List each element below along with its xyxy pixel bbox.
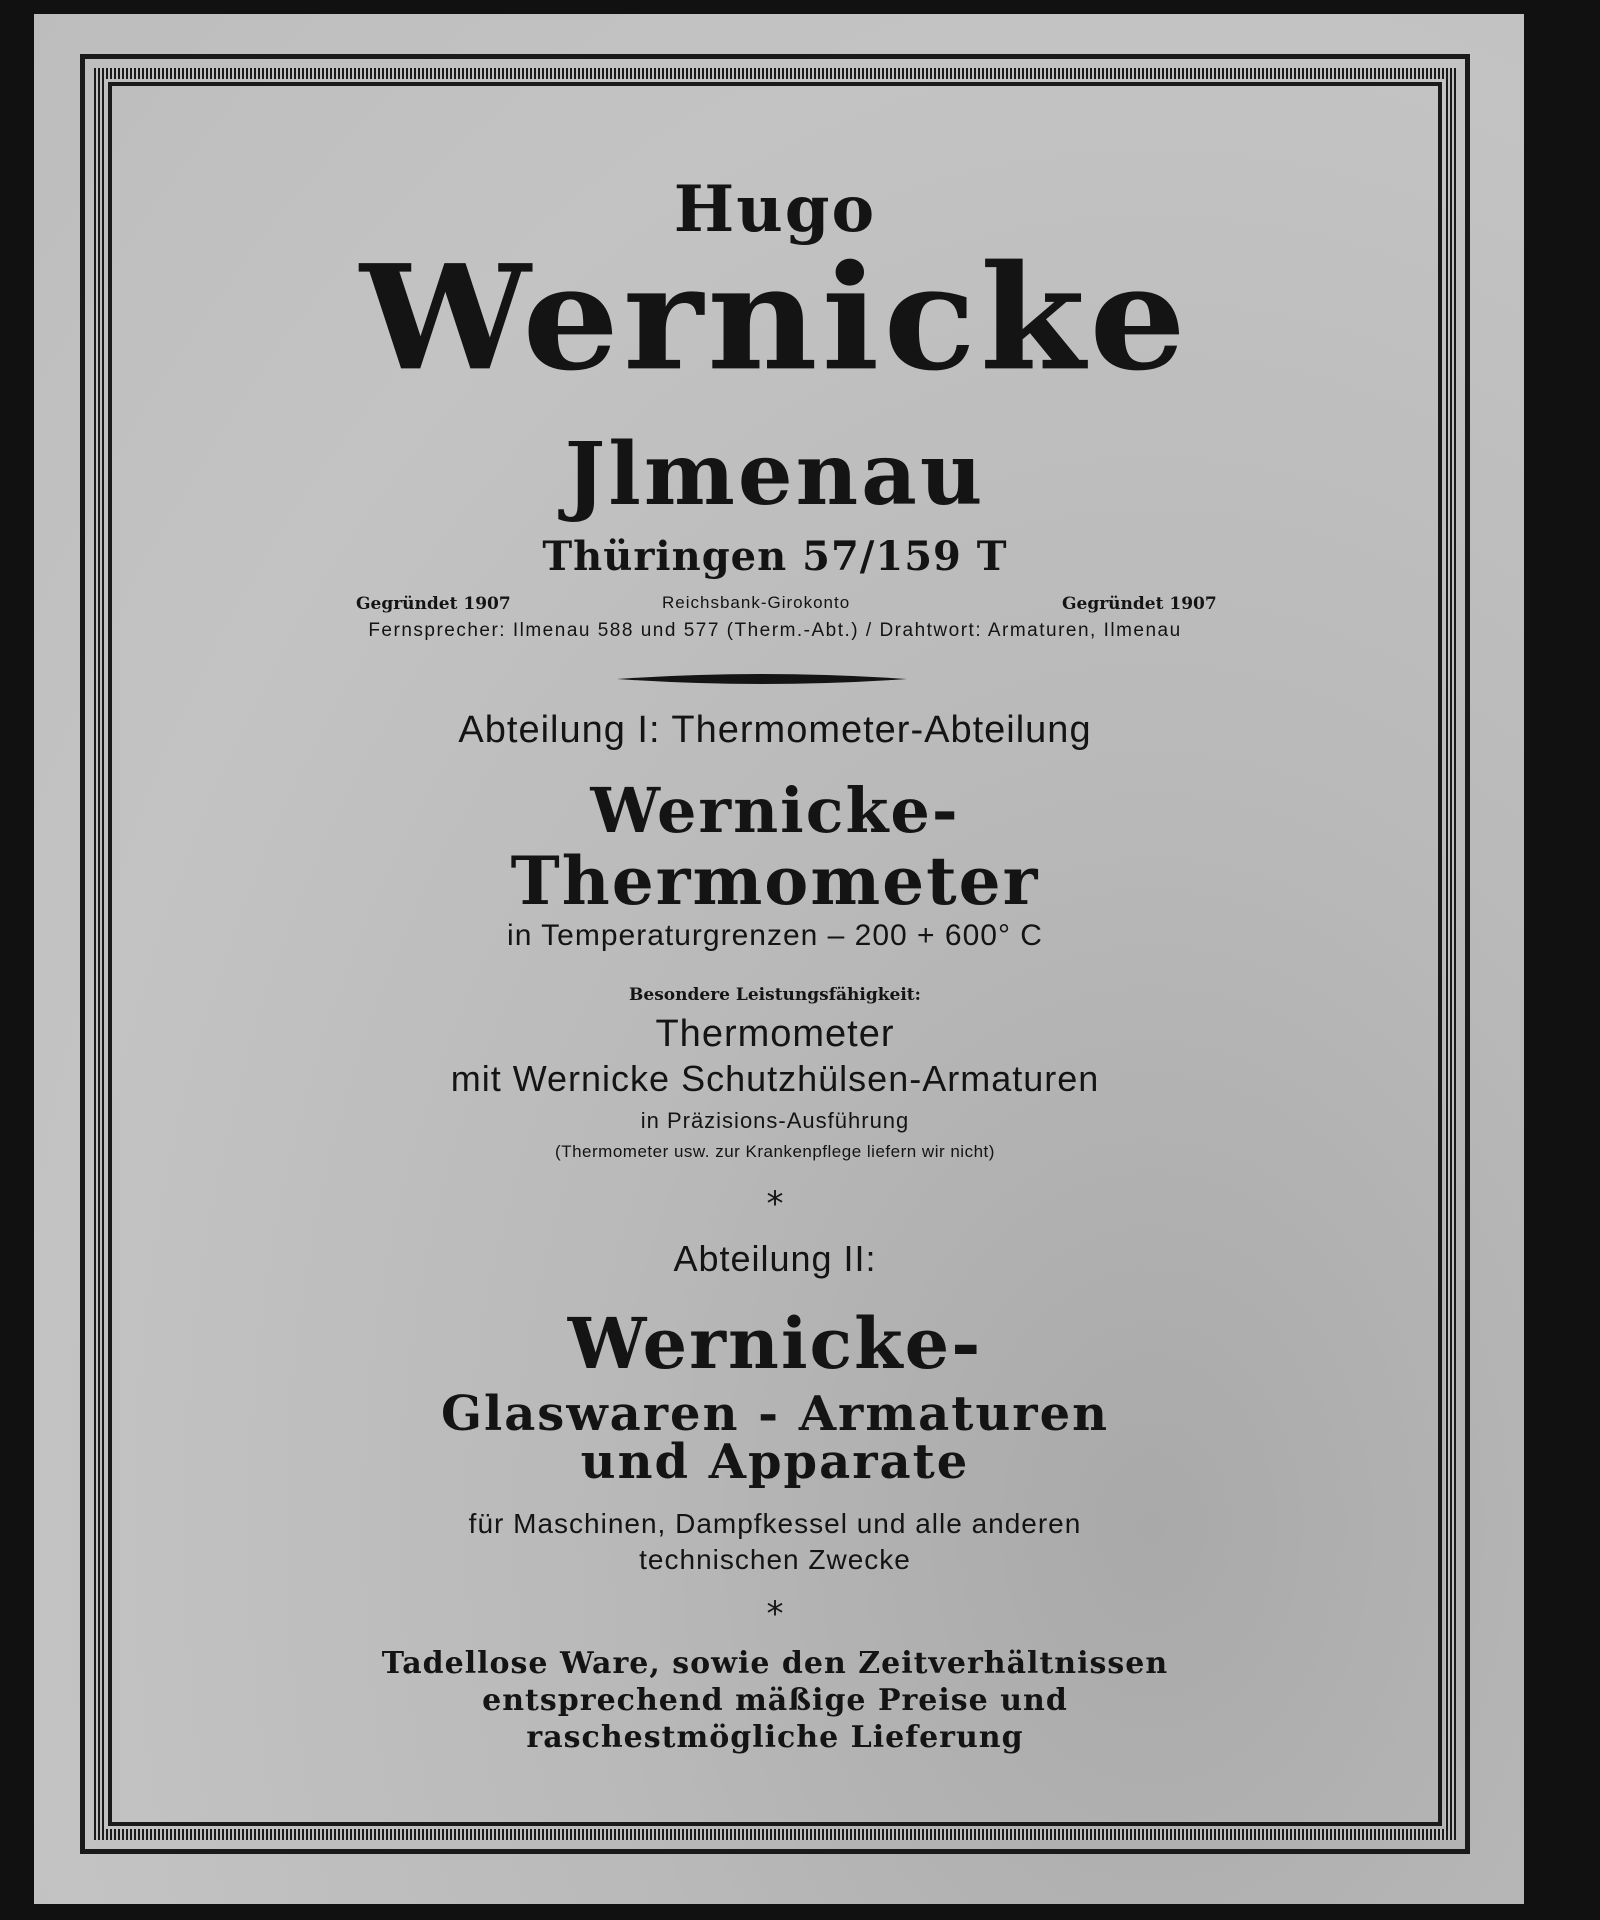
department-one-product-line-2: Thermometer [510,842,1040,920]
company-region: Thüringen 57/159 T [542,533,1008,580]
department-one-title: Abteilung I: Thermometer-Abteilung [458,709,1092,751]
founded-right: Gegründet 1907 [1062,594,1217,614]
department-two-title: Abteilung II: [673,1238,877,1279]
department-two-product-line-1: Wernicke- [567,1302,983,1385]
company-first-name: Hugo [673,172,877,247]
company-city: Jlmenau [564,424,986,525]
separator-star: * [766,1184,784,1224]
closing-line-2: entsprechend mäßige Preise und [482,1683,1068,1718]
company-surname: Wernicke [360,232,1190,403]
bank-account: Reichsbank-Girokonto [662,593,851,612]
special-line-3: in Präzisions-Ausführung [640,1108,910,1133]
closing-line-3: raschestmögliche Lieferung [526,1720,1024,1755]
department-one-product-line-1: Wernicke- [590,774,960,847]
special-line-2: mit Wernicke Schutzhülsen-Armaturen [450,1058,1100,1099]
department-two-product-line-3: und Apparate [580,1434,970,1490]
usage-line-1: für Maschinen, Dampfkessel und alle anderen [468,1508,1082,1539]
advertisement-content [112,86,1438,1822]
department-two-product-line-2: Glaswaren - Armaturen [440,1386,1110,1442]
usage-line-2: technischen Zwecke [639,1544,911,1575]
special-capability-heading: Besondere Leistungsfähigkeit: [629,985,921,1005]
divider-rule [617,673,907,685]
advertisement-page [34,14,1524,1904]
contact-line: Fernsprecher: Ilmenau 588 und 577 (Therm.-Abt.) / Drahtwort: Armaturen, Ilmenau [368,620,1182,641]
temperature-range: in Temperaturgrenzen – 200 + 600° C [507,919,1043,952]
closing-line-1: Tadellose Ware, sowie den Zeitverhältnissen [381,1646,1169,1681]
founded-left: Gegründet 1907 [356,594,511,614]
special-line-1: Thermometer [655,1013,895,1055]
separator-star: * [766,1594,784,1634]
department-one-note: (Thermometer usw. zur Krankenpflege liefern wir nicht) [555,1142,995,1161]
